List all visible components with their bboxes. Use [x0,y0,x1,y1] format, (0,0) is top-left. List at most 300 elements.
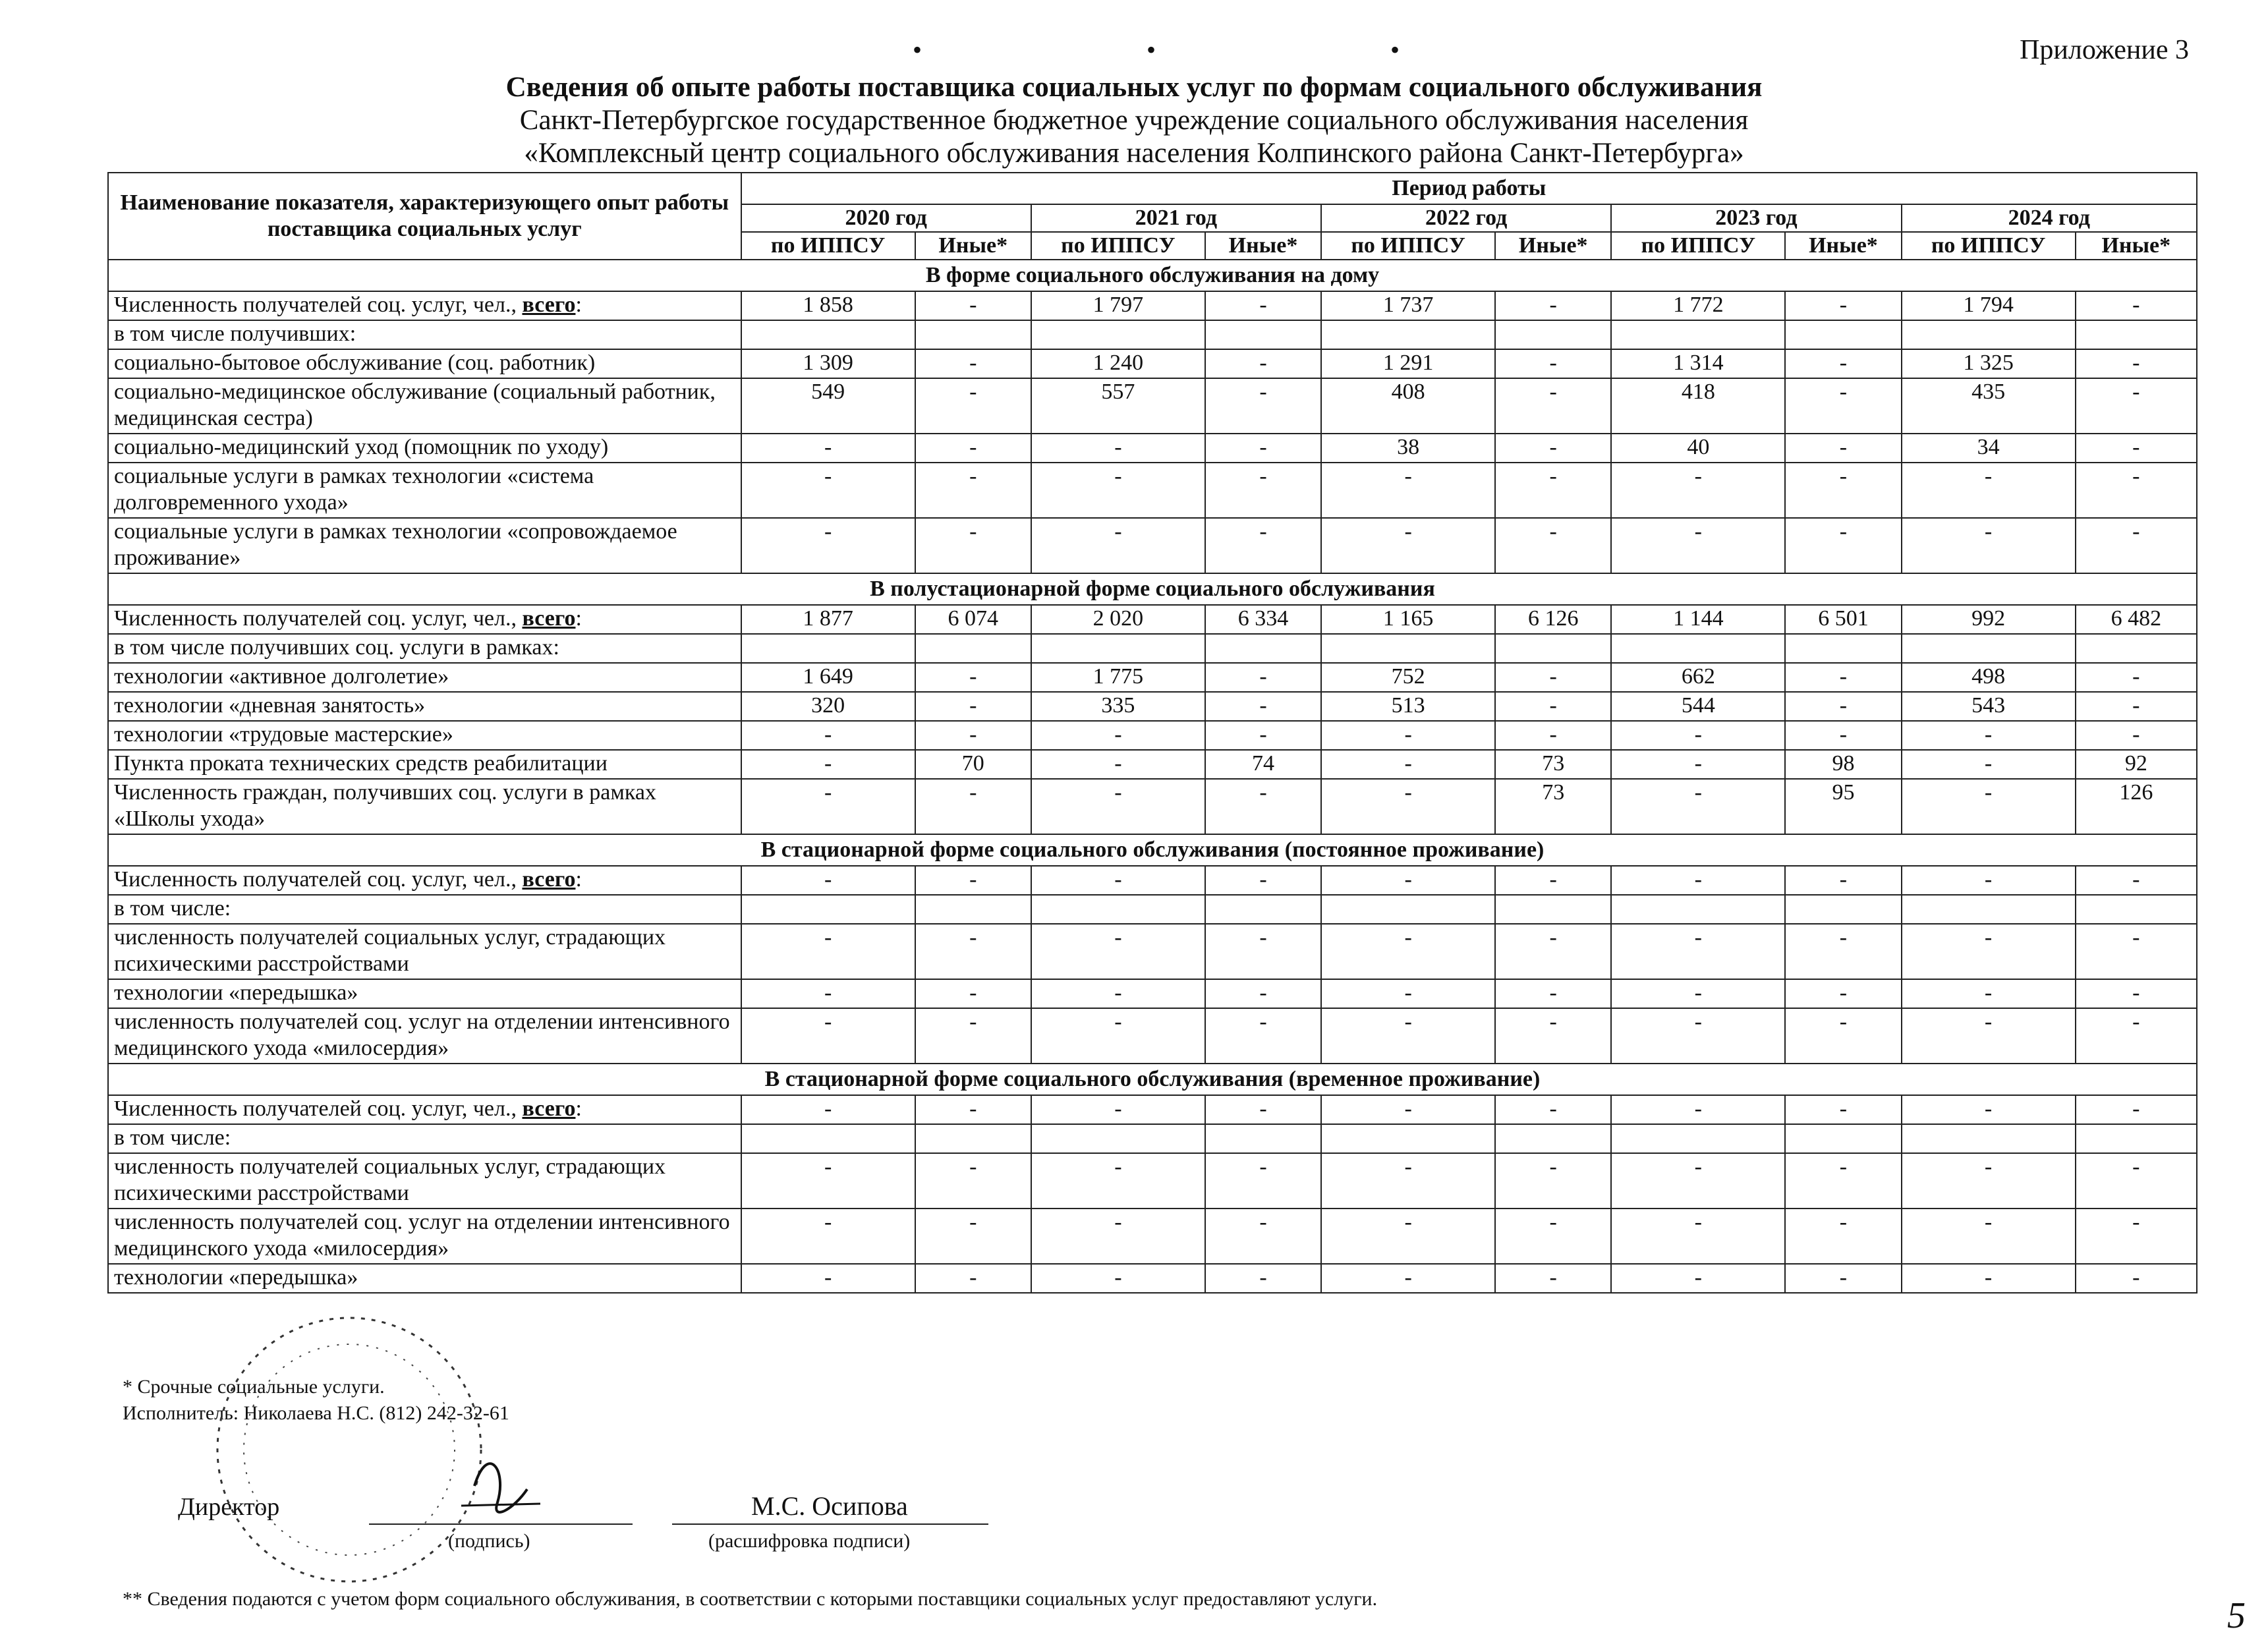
table-row [108,291,2197,320]
table-row [108,1095,2197,1124]
value-cell: - [1205,518,1321,573]
indicator-label: численность получателей социальных услуг, страдающих психическими расстройствами [108,1153,741,1209]
value-cell: 1 877 [741,605,915,634]
value-cell [741,1124,915,1153]
value-cell [1031,1124,1205,1153]
value-cell: - [1031,463,1205,518]
indicator-label: технологии «передышка» [108,1264,741,1293]
table-row [108,518,2197,573]
value-cell: - [2076,866,2197,895]
value-cell: - [1495,1153,1611,1209]
value-cell: 335 [1031,692,1205,721]
table-row [108,605,2197,634]
value-cell: - [1611,1209,1785,1264]
value-cell [1611,1124,1785,1153]
value-cell: - [1785,924,1901,979]
value-cell: - [1205,779,1321,834]
value-cell: - [741,1264,915,1293]
value-cell: - [1902,924,2076,979]
value-cell [1205,895,1321,924]
indicator-label: численность получателей соц. услуг на отделении интенсивного медицинского ухода «милосердия» [108,1209,741,1264]
value-cell: - [1495,378,1611,434]
value-cell: - [915,1264,1031,1293]
value-cell: - [1205,1264,1321,1293]
value-cell [2076,634,2197,663]
value-cell [1321,320,1495,349]
value-cell [1902,634,2076,663]
value-cell: - [1495,1008,1611,1064]
value-cell [741,320,915,349]
section-title: В полустационарной форме социального обслуживания [108,573,2197,605]
value-cell: - [1785,979,1901,1008]
value-cell: - [2076,463,2197,518]
value-cell [915,895,1031,924]
signature-caption: (подпись) [448,1530,530,1552]
value-cell: - [1495,979,1611,1008]
value-cell: - [915,721,1031,750]
value-cell: - [1321,1153,1495,1209]
indicator-label-colon: : [575,867,582,892]
value-cell: - [1902,463,2076,518]
value-cell: - [741,518,915,573]
value-cell: 1 772 [1611,291,1785,320]
other-subheader: Иные* [1495,232,1611,260]
indicator-label: социальные услуги в рамках технологии «система долговременного ухода» [108,463,741,518]
value-cell [1031,634,1205,663]
value-cell: - [1785,1264,1901,1293]
value-cell: - [915,779,1031,834]
value-cell: 435 [1902,378,2076,434]
indicator-label: социальные услуги в рамках технологии «сопровождаемое проживание» [108,518,741,573]
value-cell: - [1785,1209,1901,1264]
value-cell: 6 074 [915,605,1031,634]
value-cell: 1 325 [1902,349,2076,378]
value-cell: - [1205,866,1321,895]
value-cell: - [1902,1008,2076,1064]
value-cell: - [915,1209,1031,1264]
indicator-label: технологии «трудовые мастерские» [108,721,741,750]
section-title: В стационарной форме социального обслуживания (постоянное проживание) [108,834,2197,866]
indicator-label-text: Численность получателей соц. услуг, чел., [114,867,523,892]
table-row [108,1124,2197,1153]
value-cell: - [1611,1153,1785,1209]
value-cell: - [1902,750,2076,779]
value-cell: - [1321,750,1495,779]
value-cell: - [1031,1008,1205,1064]
value-cell [1031,320,1205,349]
value-cell: - [1205,663,1321,692]
indicator-label-total: всего [522,1096,576,1121]
value-cell: - [915,1095,1031,1124]
year-header: 2020 год [741,204,1031,232]
indicator-label-total: всего [522,293,576,317]
indicator-label-total: всего [522,867,576,892]
value-cell: - [741,750,915,779]
value-cell: - [1785,721,1901,750]
value-cell: - [1205,463,1321,518]
value-cell: 320 [741,692,915,721]
value-cell: - [1495,924,1611,979]
value-cell [915,320,1031,349]
value-cell: - [1205,692,1321,721]
value-cell: 1 797 [1031,291,1205,320]
value-cell: - [741,721,915,750]
value-cell: - [915,924,1031,979]
scan-mark: • [1147,35,1156,65]
section-row [108,260,2197,291]
value-cell: - [1495,663,1611,692]
value-cell: - [1902,1095,2076,1124]
value-cell: - [1321,518,1495,573]
value-cell: - [1205,979,1321,1008]
value-cell [1321,895,1495,924]
table-row [108,866,2197,895]
value-cell: - [1495,1095,1611,1124]
value-cell: - [2076,979,2197,1008]
other-subheader: Иные* [1785,232,1901,260]
document-title: Сведения об опыте работы поставщика социальных услуг по формам социального обслуживания [505,72,1763,103]
value-cell: - [1031,779,1205,834]
value-cell: - [915,378,1031,434]
value-cell: 1 858 [741,291,915,320]
value-cell: - [1321,924,1495,979]
value-cell: - [1611,721,1785,750]
value-cell: 498 [1902,663,2076,692]
value-cell: - [1031,1264,1205,1293]
table-row [108,663,2197,692]
value-cell [1495,320,1611,349]
value-cell: - [741,866,915,895]
value-cell [1611,895,1785,924]
value-cell: - [1611,463,1785,518]
value-cell [2076,320,2197,349]
signatory-name: М.С. Осипова [751,1491,908,1521]
value-cell: - [915,692,1031,721]
value-cell: 40 [1611,434,1785,463]
value-cell: 73 [1495,779,1611,834]
value-cell: - [1785,1153,1901,1209]
section-title: В стационарной форме социального обслуживания (временное проживание) [108,1064,2197,1095]
value-cell: - [2076,349,2197,378]
value-cell [1495,1124,1611,1153]
value-cell: 1 737 [1321,291,1495,320]
indicator-label: технологии «активное долголетие» [108,663,741,692]
value-cell: - [741,463,915,518]
value-cell: - [741,779,915,834]
table-row [108,1008,2197,1064]
value-cell: 1 144 [1611,605,1785,634]
value-cell: - [1321,866,1495,895]
value-cell: - [1785,291,1901,320]
scan-mark: • [913,35,922,65]
value-cell [1321,634,1495,663]
section-row [108,1064,2197,1095]
indicator-label-colon: : [575,1096,582,1121]
table-row [108,692,2197,721]
value-cell: 1 794 [1902,291,2076,320]
value-cell: 38 [1321,434,1495,463]
table-row [108,979,2197,1008]
value-cell [1611,634,1785,663]
value-cell: - [1205,291,1321,320]
table-row [108,634,2197,663]
value-cell: - [1031,721,1205,750]
value-cell: - [915,434,1031,463]
value-cell: - [1321,1209,1495,1264]
footnote-urgent: * Срочные социальные услуги. [123,1376,385,1398]
value-cell: 98 [1785,750,1901,779]
value-cell: - [741,1095,915,1124]
value-cell: - [1031,924,1205,979]
value-cell: - [1495,1209,1611,1264]
value-cell: 992 [1902,605,2076,634]
value-cell: - [2076,1264,2197,1293]
organization-line-2: «Комплексный центр социального обслуживания населения Колпинского района Санкт-Петербурга» [524,138,1744,169]
value-cell: - [1611,779,1785,834]
value-cell: - [1321,1008,1495,1064]
indicator-label: в том числе получивших соц. услуги в рамках: [108,634,741,663]
value-cell: - [1785,518,1901,573]
value-cell [1785,895,1901,924]
value-cell: - [1321,721,1495,750]
value-cell: - [1785,866,1901,895]
year-header: 2023 год [1611,204,1901,232]
year-header: 2021 год [1031,204,1321,232]
indicator-label: Численность граждан, получивших соц. услуги в рамках «Школы ухода» [108,779,741,834]
value-cell: - [1205,1008,1321,1064]
value-cell: - [1495,518,1611,573]
value-cell [1785,320,1901,349]
value-cell: 543 [1902,692,2076,721]
decoding-line [672,1523,988,1525]
table-row [108,378,2197,434]
value-cell: - [1205,349,1321,378]
value-cell: - [1321,1264,1495,1293]
value-cell: 1 291 [1321,349,1495,378]
value-cell: - [2076,434,2197,463]
ippsu-subheader: по ИППСУ [1321,232,1495,260]
value-cell: - [1785,663,1901,692]
value-cell: - [2076,1209,2197,1264]
indicator-label-text: Численность получателей соц. услуг, чел., [114,1096,523,1121]
value-cell: - [2076,291,2197,320]
value-cell: - [1611,924,1785,979]
indicator-label: численность получателей соц. услуг на отделении интенсивного медицинского ухода «милосердия» [108,1008,741,1064]
value-cell: - [2076,1095,2197,1124]
value-cell: 73 [1495,750,1611,779]
value-cell: - [1902,1264,2076,1293]
value-cell: - [1495,291,1611,320]
year-header: 2022 год [1321,204,1611,232]
ippsu-subheader: по ИППСУ [1611,232,1785,260]
value-cell: 92 [2076,750,2197,779]
indicator-label [108,605,741,634]
value-cell: 6 501 [1785,605,1901,634]
value-cell: 662 [1611,663,1785,692]
ippsu-subheader: по ИППСУ [741,232,915,260]
value-cell [1321,1124,1495,1153]
value-cell: - [915,518,1031,573]
indicator-label: Пункта проката технических средств реабилитации [108,750,741,779]
value-cell: - [1321,463,1495,518]
value-cell: - [1031,1095,1205,1124]
table-row [108,779,2197,834]
value-cell: - [915,979,1031,1008]
period-header: Период работы [741,173,2197,204]
ippsu-subheader: по ИППСУ [1902,232,2076,260]
value-cell: - [1785,434,1901,463]
director-label: Директор [178,1493,280,1521]
value-cell: 513 [1321,692,1495,721]
indicator-label: в том числе: [108,895,741,924]
value-cell: 95 [1785,779,1901,834]
value-cell: 126 [2076,779,2197,834]
indicator-label: численность получателей социальных услуг, страдающих психическими расстройствами [108,924,741,979]
value-cell: 1 165 [1321,605,1495,634]
value-cell: - [1205,1153,1321,1209]
value-cell: - [1205,721,1321,750]
table-row [108,463,2197,518]
value-cell: - [1031,979,1205,1008]
page-number: 5 [2227,1595,2246,1636]
ippsu-subheader: по ИППСУ [1031,232,1205,260]
value-cell: - [1495,349,1611,378]
value-cell: - [1785,463,1901,518]
experience-table [107,172,2197,1294]
value-cell: - [1902,518,2076,573]
value-cell: 1 314 [1611,349,1785,378]
value-cell: - [1611,750,1785,779]
value-cell: 408 [1321,378,1495,434]
section-row [108,834,2197,866]
value-cell [1205,634,1321,663]
indicator-label [108,1095,741,1124]
indicator-label: технологии «дневная занятость» [108,692,741,721]
value-cell [1785,1124,1901,1153]
indicator-label: в том числе получивших: [108,320,741,349]
value-cell: 1 240 [1031,349,1205,378]
value-cell: - [741,434,915,463]
value-cell: - [1495,463,1611,518]
table-row [108,750,2197,779]
value-cell [1902,895,2076,924]
value-cell [1031,895,1205,924]
value-cell: - [1205,1095,1321,1124]
value-cell: - [915,1008,1031,1064]
value-cell: - [1321,1095,1495,1124]
year-header: 2024 год [1902,204,2197,232]
signature-line [369,1523,633,1525]
indicator-label: в том числе: [108,1124,741,1153]
table-row [108,434,2197,463]
value-cell: - [915,866,1031,895]
value-cell: - [1205,434,1321,463]
value-cell: 1 649 [741,663,915,692]
value-cell: - [915,663,1031,692]
value-cell: - [1902,979,2076,1008]
scan-mark: • [1390,35,1400,65]
section-title: В форме социального обслуживания на дому [108,260,2197,291]
value-cell: 549 [741,378,915,434]
table-row [108,349,2197,378]
value-cell: - [1495,1264,1611,1293]
indicator-label: социально-бытовое обслуживание (соц. работник) [108,349,741,378]
value-cell: - [1321,979,1495,1008]
value-cell: - [1205,924,1321,979]
value-cell: - [1611,518,1785,573]
value-cell: - [915,463,1031,518]
value-cell: 34 [1902,434,2076,463]
value-cell: - [1205,378,1321,434]
value-cell: - [1031,1153,1205,1209]
indicator-label: социально-медицинское обслуживание (социальный работник, медицинская сестра) [108,378,741,434]
value-cell: - [741,1153,915,1209]
value-cell [741,895,915,924]
indicator-label-colon: : [575,606,582,631]
table-row [108,1153,2197,1209]
other-subheader: Иные* [1205,232,1321,260]
value-cell: - [1031,750,1205,779]
appendix-label: Приложение 3 [2020,35,2189,65]
value-cell: - [2076,692,2197,721]
value-cell: - [2076,518,2197,573]
table-row [108,320,2197,349]
value-cell: - [2076,1153,2197,1209]
organization-line-1: Санкт-Петербургское государственное бюджетное учреждение социального обслуживания населения [519,105,1749,136]
value-cell: - [1205,1209,1321,1264]
value-cell: - [1902,721,2076,750]
footnote-forms: ** Сведения подаются с учетом форм социального обслуживания, в соответствии с которыми поставщики социальных услуг предоставляют услуги. [123,1588,1378,1610]
value-cell: - [1785,692,1901,721]
indicator-label-text: Численность получателей соц. услуг, чел., [114,606,523,631]
value-cell: - [1902,1153,2076,1209]
value-cell [915,634,1031,663]
value-cell: - [1495,434,1611,463]
value-cell: 1 309 [741,349,915,378]
round-seal-stamp [198,1311,567,1614]
value-cell: - [1785,349,1901,378]
value-cell [1902,320,2076,349]
indicator-label-text: Численность получателей соц. услуг, чел., [114,293,523,317]
value-cell: - [1031,434,1205,463]
value-cell: - [2076,1008,2197,1064]
indicator-header: Наименование показателя, характеризующего опыт работы поставщика социальных услуг [108,173,741,260]
value-cell: - [915,1153,1031,1209]
document-title-block [0,71,2268,170]
value-cell: 544 [1611,692,1785,721]
section-row [108,573,2197,605]
value-cell [741,634,915,663]
value-cell: - [1495,692,1611,721]
value-cell: - [1902,866,2076,895]
value-cell [1495,895,1611,924]
value-cell: - [741,1008,915,1064]
value-cell: - [1902,1209,2076,1264]
value-cell: - [2076,721,2197,750]
value-cell [1611,320,1785,349]
value-cell: - [1031,1209,1205,1264]
value-cell: - [1902,779,2076,834]
other-subheader: Иные* [915,232,1031,260]
value-cell: 2 020 [1031,605,1205,634]
value-cell: - [741,979,915,1008]
value-cell: - [2076,378,2197,434]
value-cell: 6 334 [1205,605,1321,634]
value-cell [1495,634,1611,663]
indicator-label [108,291,741,320]
decoding-caption: (расшифровка подписи) [708,1530,911,1552]
executor-contact: Исполнитель: Николаева Н.С. (812) 242-32-61 [123,1402,509,1424]
